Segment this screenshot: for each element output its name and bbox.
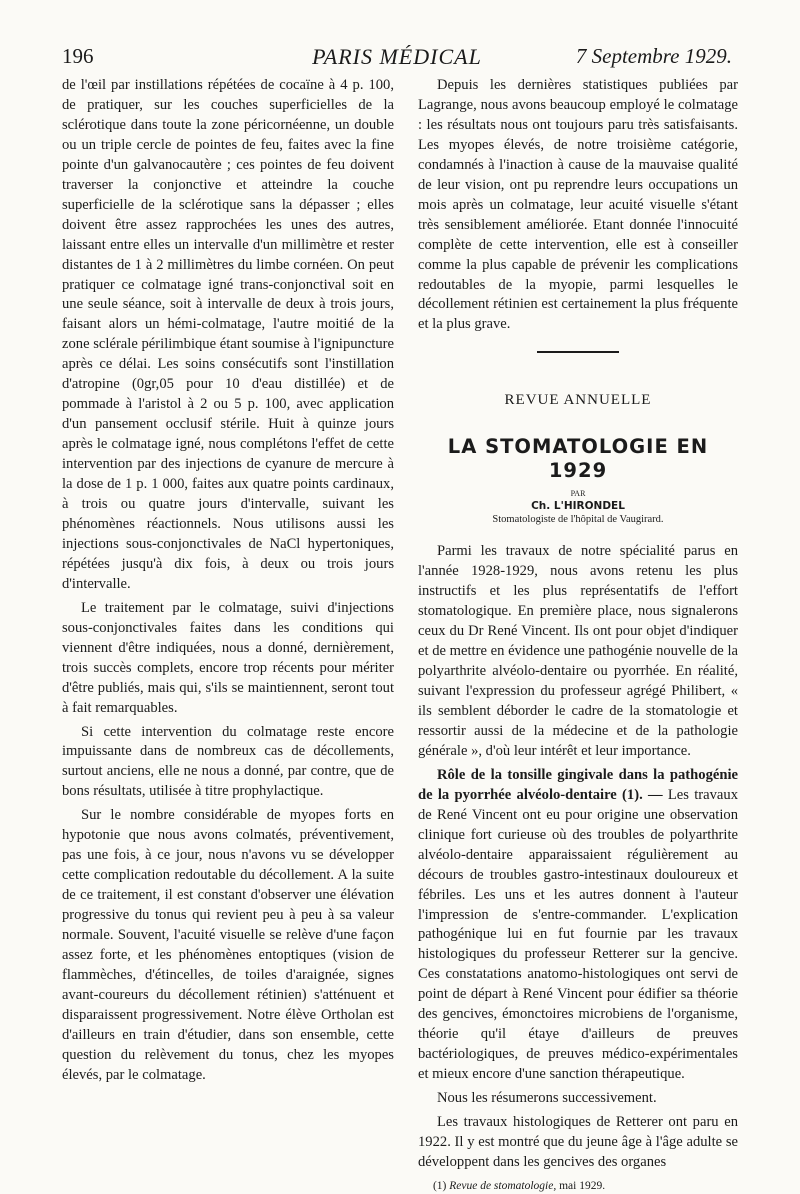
page-number: 196 xyxy=(62,44,94,68)
right-column xyxy=(418,76,738,1194)
paragraph: Si cette intervention du colmatage reste encore impuissante dans de nombreux cas de décollements, surtout anciens, elle ne nous a donné, par contre, que de bons résultats, utilisée à titre prophylactique. xyxy=(62,723,394,800)
footnote xyxy=(418,1179,738,1194)
issue-date: 7 Septembre 1929. xyxy=(575,44,732,68)
author-name: Ch. L'HIRONDEL xyxy=(531,500,625,513)
byline-par: PAR xyxy=(570,489,586,499)
page-header xyxy=(62,44,732,72)
journal-title: PARIS MÉDICAL xyxy=(312,44,482,69)
footnote-number: (1) xyxy=(432,1179,447,1192)
paragraph: Depuis les dernières statistiques publiées par Lagrange, nous avons beaucoup employé le colmatage : les résultats nous ont toujours paru très satisfaisants. Les myopes élevés, de notre troisième catégorie, condamnés à l'inaction à cause de la mauvaise qualité de leur vision, ont pu reprendre leurs occupations un mois après un colmatage, leur acuité visuelle s'étant très sensiblement améliorée. Etant donnée l'innocuité complète de cette intervention, elle est à conseiller comme la plus capable de prévenir les complications redoutables de la myopie, parmi lesquelles le décollement rétinien est certainement la plus fréquente et la plus grave. xyxy=(418,77,738,333)
paragraph: Nous les résumerons successivement. xyxy=(436,1090,657,1107)
paragraph: Le traitement par le colmatage, suivi d'injections sous-conjonctivales faites dans les conditions qui viennent d'être indiquées, nous a donné, dernièrement, trois succès complets, encore trop récents pour mériter d'être publiés, mais qui, s'ils se maintiennent, seront tout à fait remarquables. xyxy=(62,599,394,716)
footnote-text: mai 1929. xyxy=(559,1179,606,1192)
article-title: LA STOMATOLOGIE EN 1929 xyxy=(447,435,709,483)
section-divider xyxy=(537,351,619,353)
paragraph: de l'œil par instillations répétées de cocaïne à 4 p. 100, de pratiquer, sur les couches superficielles de la sclérotique dans toute la zone péricornéenne, un double ou un triple cercle de pointes de feu, faites avec la fine pointe d'un galvanocautère ; ces pointes de feu doivent traverser la conjonctive et atteindre la couche superficielle de la sclérotique sans la dépasser ; elles doivent être assez rapprochées les unes des autres, laissant entre elles un intervalle d'un millimètre et rester distantes de 1 à 2 millimètres du limbe cornéen. On peut pratiquer ce colmatage igné trans-conjonctival soit en une seule séance, soit à intervalle de deux à trois jours, faisant alors un hémi-colmatage, l'autre moitié de la zone sclérale périlimbique étant soumise à l'ignipuncture après ce délai. Les soins consécutifs sont l'instillation d'atropine (0gr,05 pour 10 d'eau distillée) et de pommade à l'aristol à 2 ou 5 p. 100, avec application d'un pansement occlusif stérile. Huit à quinze jours après le colmatage igné, nous complétons l'effet de cette intervention par des injections de cyanure de mercure à la dose de 1 p. 1 000, faites aux quatre points cardinaux, à trois ou quatre jours d'intervalle, suivant les phénomènes réactionnels. Nous utilisons aussi les injections sous-conjonctivales de NaCl hypertoniques, répétées jusqu'à dix fois, à deux ou trois jours d'intervalle. xyxy=(62,77,394,592)
section-body: Les travaux de René Vincent ont eu pour origine une observation clinique fort curieuse où des troubles de polyarthrite alvéolo-dentaire apparaissaient régulièrement au décours de troubles gastro-intestinaux douloureux et fébriles. Les uns et les autres donnent à l'auteur l'impression de s'entre-commander. L'explication pathogénique lui en fut fournie par les travaux histologiques du professeur Retterer sur la gencive. Ces constatations anatomo-histologiques ont servi de point de départ à René Vincent pour édifier sa théorie des gencives, émonctoires microbiens de l'organisme, théorie qu'il étaye d'ailleurs de preuves bactériologiques, de preuves médico-expérimentales et mieux encore d'une sanction thérapeutique. xyxy=(418,786,738,1083)
section-title: Rôle de la tonsille gingivale dans la pathogénie de la pyorrhée alvéolo-dentaire (1). — xyxy=(418,766,738,803)
rubric-heading: REVUE ANNUELLE xyxy=(504,392,652,409)
footnote-title: Revue de stomatologie, xyxy=(449,1179,557,1192)
section-paragraph xyxy=(418,766,738,1085)
author-affiliation: Stomatologiste de l'hôpital de Vaugirard. xyxy=(492,514,664,526)
paragraph: Les travaux histologiques de Retterer ont paru en 1922. Il y est montré que du jeune âge à l'âge adulte se développent dans les gencives des organes xyxy=(418,1114,738,1170)
left-column xyxy=(62,76,394,1090)
paragraph: Sur le nombre considérable de myopes forts en hypotonie que nous avons colmatés, préventivement, pas une fois, à ce jour, nous n'avons vu se développer cette complication redoutable du décollement. A la suite de ce traitement, il est constant d'observer une élévation progressive du tonus qui revient peu à peu à sa valeur normale. Souvent, l'acuité visuelle se relève d'une façon assez forte, et les phénomènes entoptiques (vision de flammèches, d'étincelles, de toiles d'araignée, signes avant-coureurs du décollement rétinien) s'atténuent et disparaissent progressivement. Notre élève Ortholan est d'ailleurs en train d'étudier, dans son ensemble, cette question du relèvement du tonus, chez les myopes élevés, par le colmatage. xyxy=(62,807,394,1083)
paragraph: Parmi les travaux de notre spécialité parus en l'année 1928-1929, nous avons retenu les plus instructifs et les plus représentatifs de l'effort stomatologique. En première place, nous signalerons ceux du Dr René Vincent. Ils ont pour objet d'indiquer et de mettre en évidence une pathogénie nouvelle de la polyarthrite alvéolo-dentaire ou pyorrhée. En réalité, suivant l'expression du professeur agrégé Philibert, « ils semblent déborder le cadre de la stomatologie et ressortir aussi de la médecine et de la pathologie générale », d'où leur intérêt et leur importance. xyxy=(418,543,738,759)
